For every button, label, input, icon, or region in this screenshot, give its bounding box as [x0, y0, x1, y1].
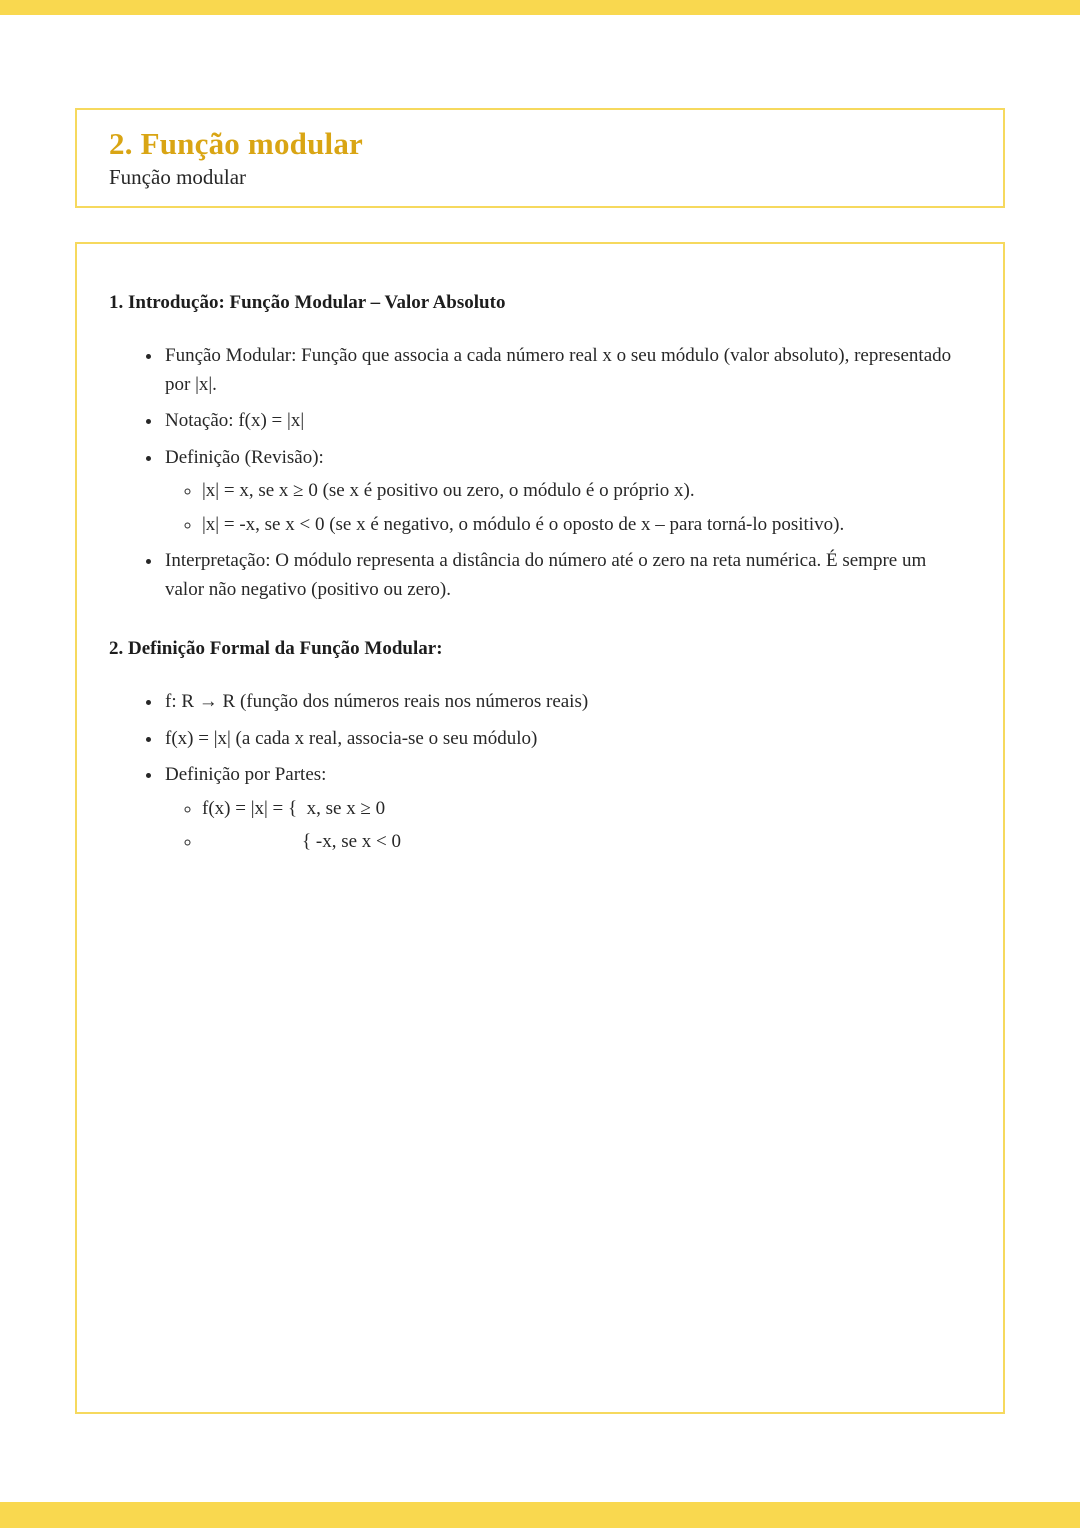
sub-list-item — [202, 477, 959, 506]
piecewise-definition-line-1: f(x) = |x| = { x, se x ≥ 0 — [202, 797, 386, 819]
bottom-accent-bar — [0, 1502, 1080, 1528]
list-item — [163, 547, 959, 604]
list-item — [163, 444, 959, 540]
sub-list-item — [202, 828, 959, 857]
page-subtitle: Função modular — [109, 165, 247, 189]
list-item-text: Definição (Revisão): — [165, 446, 324, 468]
list-item — [163, 761, 959, 857]
content-card — [75, 242, 1005, 1414]
list-item-text: Interpretação: O módulo representa a distância do número até o zero na reta numérica. É sempre um valor não negativo (positivo ou zero). — [165, 550, 927, 600]
section-2-sub-bullet-list — [165, 795, 959, 857]
sub-list-item-text: |x| = x, se x ≥ 0 (se x é positivo ou zero, o módulo é o próprio x). — [202, 480, 695, 501]
section-1-bullet-list — [109, 342, 959, 604]
section-1-sub-bullet-list — [165, 477, 959, 539]
title-card — [75, 108, 1005, 208]
sub-list-item — [202, 795, 959, 824]
section-1-heading: 1. Introdução: Função Modular – Valor Absoluto — [109, 292, 506, 313]
list-item-text: Definição por Partes: — [165, 764, 327, 785]
sub-list-item-text: |x| = -x, se x < 0 (se x é negativo, o módulo é o oposto de x – para torná-lo positivo). — [202, 513, 845, 535]
page-title: 2. Função modular — [109, 126, 364, 161]
list-item — [163, 342, 959, 399]
sub-list-item — [202, 511, 959, 540]
list-item-text: Função Modular: Função que associa a cada número real x o seu módulo (valor absoluto), representado por |x|. — [165, 345, 952, 395]
section-2-bullet-list — [109, 688, 959, 857]
list-item-text: Notação: f(x) = |x| — [165, 410, 305, 431]
list-item — [163, 407, 959, 436]
piecewise-definition-line-2: { -x, se x < 0 — [302, 831, 401, 852]
list-item-text: f: R → R (função dos números reais nos números reais) — [165, 691, 589, 712]
list-item — [163, 725, 959, 754]
list-item — [163, 688, 959, 717]
list-item-text: f(x) = |x| (a cada x real, associa-se o seu módulo) — [165, 727, 538, 749]
top-accent-bar — [0, 0, 1080, 15]
section-2-heading: 2. Definição Formal da Função Modular: — [109, 638, 443, 659]
